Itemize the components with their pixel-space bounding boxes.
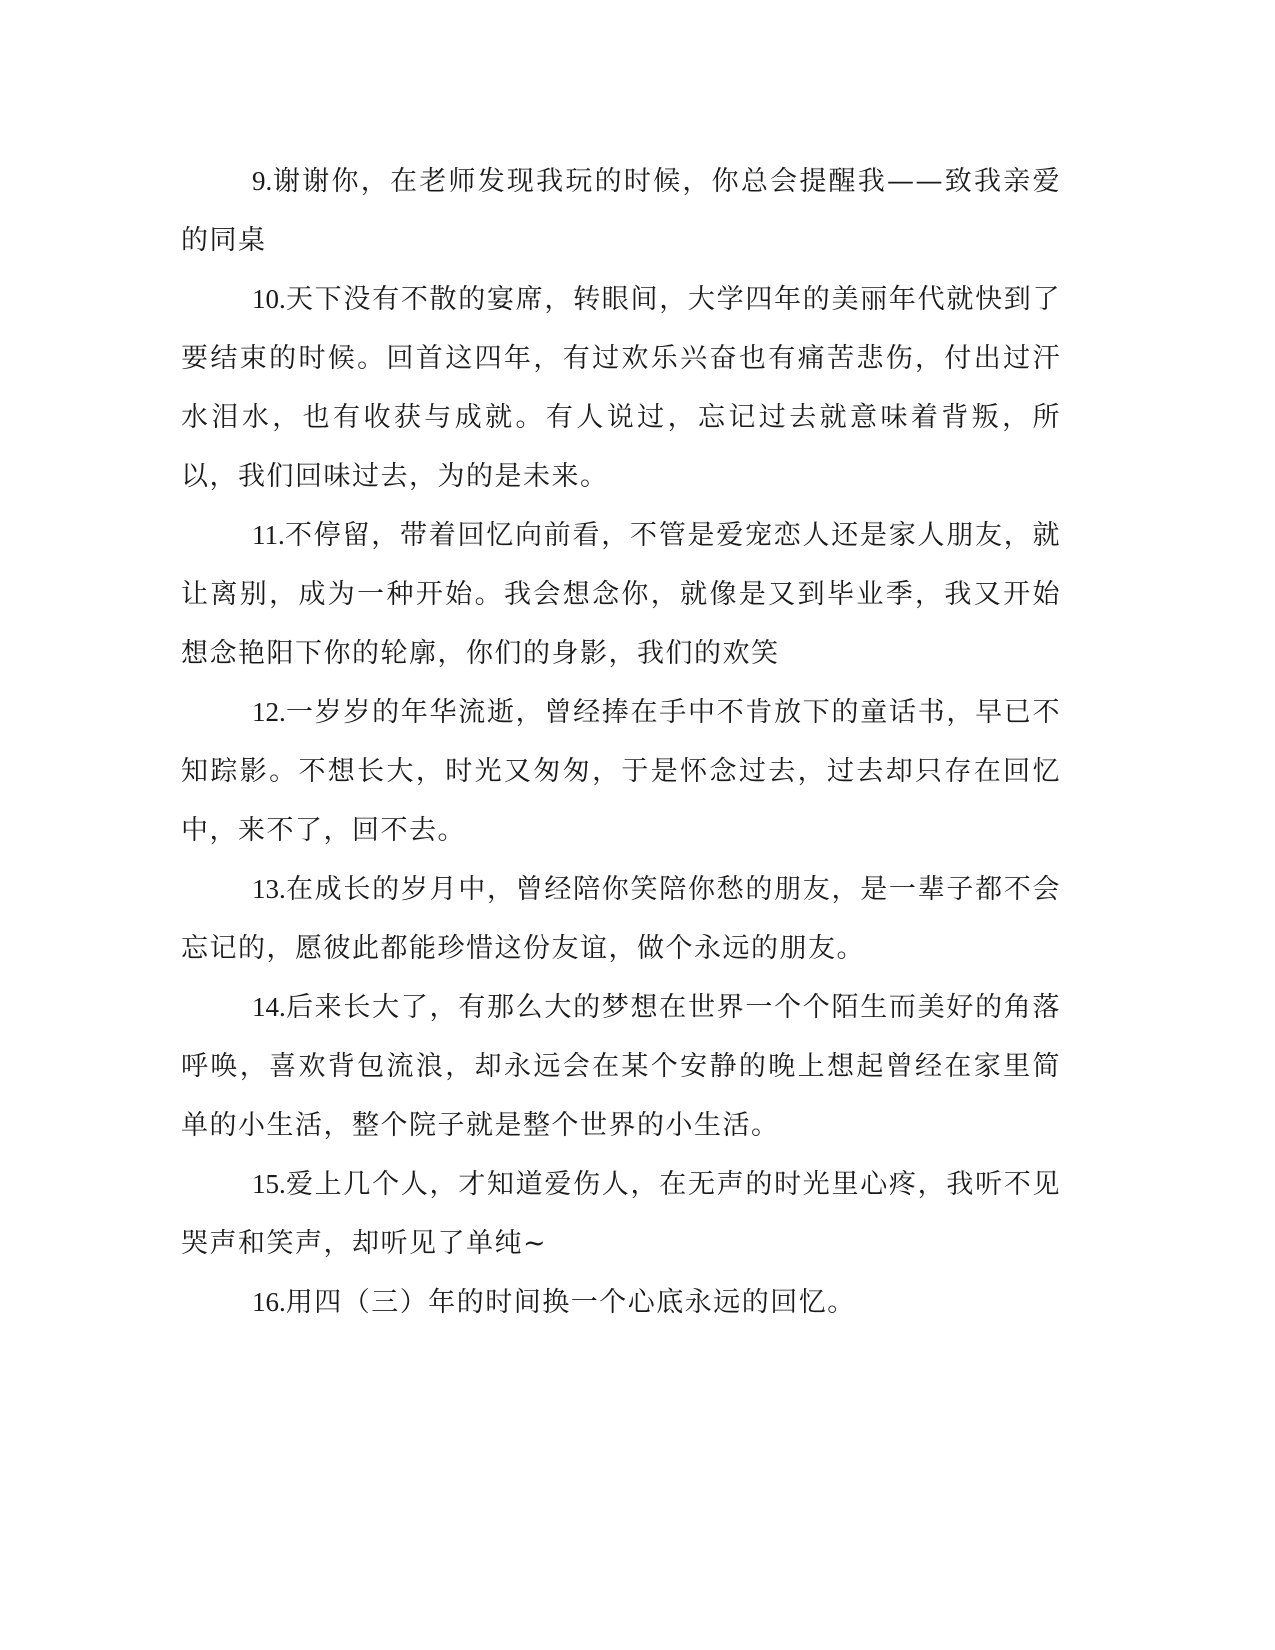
paragraph-10 xyxy=(181,270,1061,506)
paragraph-number: 10. xyxy=(252,284,286,314)
paragraph-15 xyxy=(181,1155,1061,1273)
document-body xyxy=(181,152,1061,1332)
paragraph-text: 不停留，带着回忆向前看，不管是爱宠恋人还是家人朋友，就让离别，成为一种开始。我会想念你，就像是又到毕业季，我又开始想念艳阳下你的轮廓，你们的身影，我们的欢笑 xyxy=(181,520,1061,669)
paragraph-number: 9. xyxy=(252,166,273,196)
paragraph-number: 13. xyxy=(252,874,286,904)
paragraph-number: 11. xyxy=(252,520,285,550)
paragraph-number: 12. xyxy=(252,697,286,727)
paragraph-text: 后来长大了，有那么大的梦想在世界一个个陌生而美好的角落呼唤，喜欢背包流浪，却永远会在某个安静的晚上想起曾经在家里简单的小生活，整个院子就是整个世界的小生活。 xyxy=(181,992,1061,1141)
paragraph-16 xyxy=(181,1273,1061,1332)
paragraph-text: 一岁岁的年华流逝，曾经捧在手中不肯放下的童话书，早已不知踪影。不想长大，时光又匆匆，于是怀念过去，过去却只存在回忆中，来不了，回不去。 xyxy=(181,697,1061,846)
paragraph-text: 天下没有不散的宴席，转眼间，大学四年的美丽年代就快到了要结束的时候。回首这四年，有过欢乐兴奋也有痛苦悲伤，付出过汗水泪水，也有收获与成就。有人说过，忘记过去就意味着背叛，所以，我们回味过去，为的是未来。 xyxy=(181,284,1061,492)
paragraph-text: 爱上几个人，才知道爱伤人，在无声的时光里心疼，我听不见哭声和笑声，却听见了单纯~ xyxy=(181,1169,1061,1259)
paragraph-9 xyxy=(181,152,1061,270)
paragraph-number: 15. xyxy=(252,1169,286,1199)
paragraph-text: 在成长的岁月中，曾经陪你笑陪你愁的朋友，是一辈子都不会忘记的，愿彼此都能珍惜这份友谊，做个永远的朋友。 xyxy=(181,874,1061,964)
paragraph-11 xyxy=(181,506,1061,683)
paragraph-12 xyxy=(181,683,1061,860)
paragraph-number: 14. xyxy=(252,992,286,1022)
paragraph-13 xyxy=(181,860,1061,978)
paragraph-text: 谢谢你，在老师发现我玩的时候，你总会提醒我——致我亲爱的同桌 xyxy=(181,166,1061,256)
paragraph-number: 16. xyxy=(252,1287,286,1317)
paragraph-14 xyxy=(181,978,1061,1155)
paragraph-text: 用四（三）年的时间换一个心底永远的回忆。 xyxy=(285,1287,856,1318)
